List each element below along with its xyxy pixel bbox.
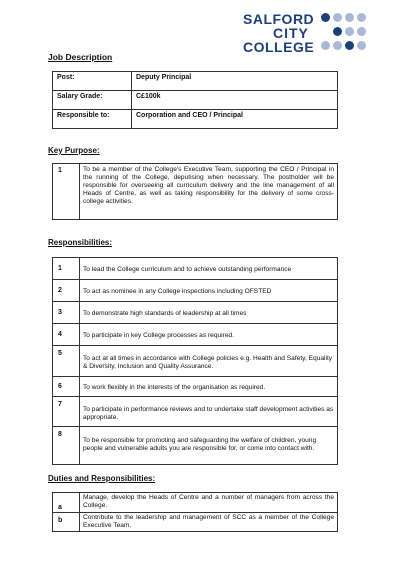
table-row — [53, 397, 338, 427]
row-number: 7 — [53, 397, 80, 427]
row-letter: b — [53, 513, 80, 532]
row-number: 2 — [53, 280, 80, 302]
row-letter: a — [53, 493, 80, 513]
logo-line-1: SALFORD — [243, 11, 315, 27]
logo-line-3: COLLEGE — [243, 39, 315, 55]
table-row — [53, 280, 338, 302]
info-label: Responsible to: — [53, 110, 132, 129]
row-text: Contribute to the leadership and management of SCC as a member of the College Executive Team. — [80, 513, 338, 532]
table-row — [53, 427, 338, 465]
info-row-salary — [53, 91, 338, 110]
college-logo — [221, 12, 391, 56]
info-row-responsible — [53, 110, 338, 129]
row-number: 4 — [53, 324, 80, 346]
row-number: 6 — [53, 377, 80, 397]
row-text: To act as nominee in any College inspections including OFSTED — [80, 280, 338, 302]
info-value: Deputy Principal — [132, 72, 338, 91]
table-row — [53, 302, 338, 324]
key-purpose-heading: Key Purpose: — [48, 146, 100, 155]
page-title: Job Description — [48, 52, 113, 62]
duties-heading: Duties and Responsibilities: — [48, 474, 156, 483]
row-number: 3 — [53, 302, 80, 324]
info-row-post — [53, 72, 338, 91]
row-text: To lead the College curriculum and to achieve outstanding performance — [80, 258, 338, 280]
info-table — [52, 71, 338, 129]
table-row — [53, 258, 338, 280]
row-text: To participate in key College processes as required. — [80, 324, 338, 346]
row-text: To be a member of the College's Executive Team, supporting the CEO / Principal in the running of the College, deputising when necessary. The postholder will be responsible for overseeing all curriculum delivery and the line management of all Heads of Centre, as well as taking responsibility for the delivery of some cross-college activities. — [80, 164, 338, 220]
key-purpose-row — [53, 164, 338, 220]
row-text: To participate in performance reviews and to undertake staff development activities as appropriate. — [80, 397, 338, 427]
key-purpose-table — [52, 163, 338, 220]
logo-line-2: CITY — [273, 25, 309, 41]
info-value: C£100k — [132, 91, 338, 110]
responsibilities-heading: Responsibilities: — [48, 238, 113, 247]
table-row — [53, 513, 338, 532]
row-text: To act at all times in accordance with College policies e.g. Health and Safety, Equality & Diversity, Inclusion and Quality Assurance. — [80, 346, 338, 377]
duties-table — [52, 492, 338, 532]
row-number: 1 — [53, 258, 80, 280]
row-number: 5 — [53, 346, 80, 377]
row-text: To work flexibly in the interests of the organisation as required. — [80, 377, 338, 397]
row-text: Manage, develop the Heads of Centre and a number of managers from across the College. — [80, 493, 338, 513]
row-text: To demonstrate high standards of leadership at all times — [80, 302, 338, 324]
row-text: To be responsible for promoting and safeguarding the welfare of children, young people and vulnerable adults you are responsible for, or come into contact with. — [80, 427, 338, 465]
row-number: 8 — [53, 427, 80, 465]
info-value: Corporation and CEO / Principal — [132, 110, 338, 129]
table-row — [53, 493, 338, 513]
table-row — [53, 346, 338, 377]
info-label: Post: — [53, 72, 132, 91]
table-row — [53, 377, 338, 397]
table-row — [53, 324, 338, 346]
info-label: Salary Grade: — [53, 91, 132, 110]
responsibilities-table — [52, 257, 338, 465]
row-number: 1 — [53, 164, 80, 220]
